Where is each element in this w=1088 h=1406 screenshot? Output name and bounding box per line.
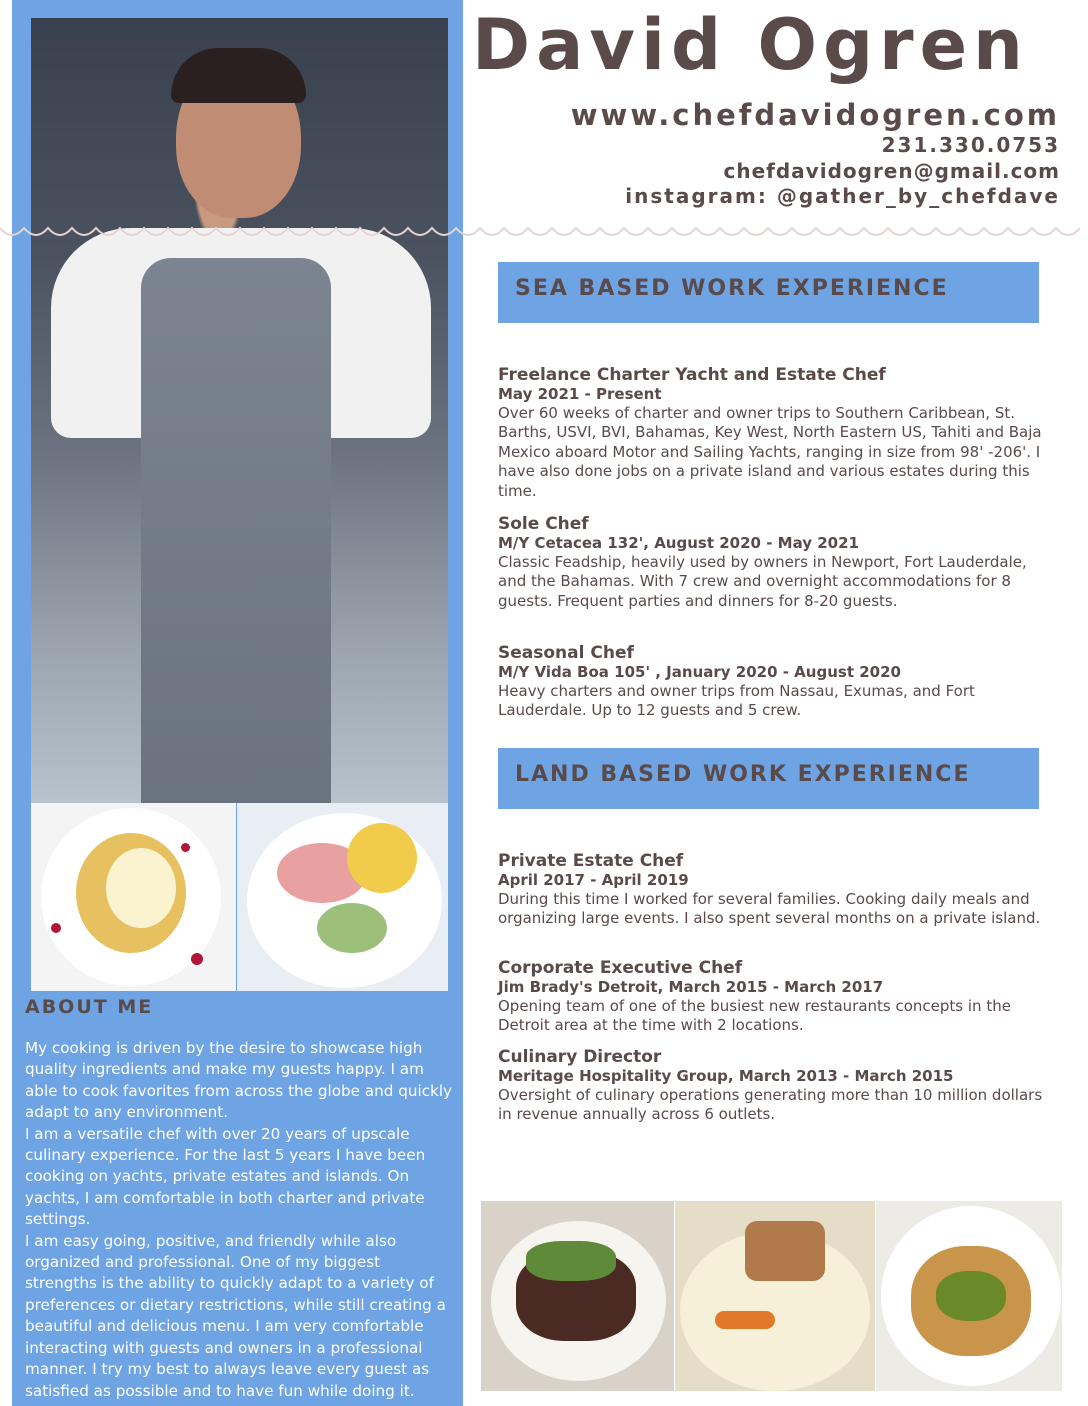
- job-title: Private Estate Chef: [498, 851, 684, 871]
- job-title: Sole Chef: [498, 514, 589, 534]
- job-meta: May 2021 - Present: [498, 385, 662, 403]
- fish-dish-photo: [675, 1201, 875, 1391]
- job-description: During this time I worked for several families. Cooking daily meals and organizing large events. I also spent several months on a private island.: [498, 890, 1041, 928]
- job-description: Heavy charters and owner trips from Nassau, Exumas, and Fort Lauderdale. Up to 12 guests and 5 crew.: [498, 682, 975, 720]
- job-entry: [498, 958, 1046, 1036]
- short-rib-dish-photo: [481, 1201, 674, 1391]
- job-title: Freelance Charter Yacht and Estate Chef: [498, 365, 886, 385]
- job-description: Oversight of culinary operations generating more than 10 million dollars in revenue annually across 6 outlets.: [498, 1086, 1043, 1124]
- job-title: Corporate Executive Chef: [498, 958, 743, 978]
- website-link[interactable]: www.chefdavidogren.com: [570, 98, 1060, 132]
- job-meta: M/Y Cetacea 132', August 2020 - May 2021: [498, 534, 859, 552]
- job-meta: April 2017 - April 2019: [498, 871, 689, 889]
- job-title: Seasonal Chef: [498, 643, 634, 663]
- job-meta: Jim Brady's Detroit, March 2015 - March 2017: [498, 978, 884, 996]
- sea-experience-title: SEA BASED WORK EXPERIENCE: [515, 276, 949, 301]
- land-experience-header: [498, 748, 1039, 809]
- job-description: Over 60 weeks of charter and owner trips to Southern Caribbean, St. Barths, USVI, BVI, Bahamas, Key West, North Eastern US, Tahiti and Baja Mexico aboard Motor and Sailing Yachts, ranging in size from 98' -206'. I have also done jobs on a private island and various estates during this time.: [498, 404, 1042, 500]
- instagram-handle[interactable]: instagram: @gather_by_chefdave: [625, 184, 1060, 208]
- about-me-heading: ABOUT ME: [25, 996, 154, 1018]
- chef-apron: [141, 258, 331, 803]
- job-description: Opening team of one of the busiest new restaurants concepts in the Detroit area at the time with 2 locations.: [498, 997, 1011, 1035]
- pork-chop-dish-photo: [876, 1201, 1062, 1391]
- job-meta: Meritage Hospitality Group, March 2013 - March 2015: [498, 1067, 954, 1085]
- chef-portrait-photo: [31, 18, 448, 803]
- sea-experience-header: [498, 262, 1039, 323]
- job-entry: [498, 365, 1046, 501]
- job-entry: [498, 514, 1046, 611]
- job-meta: M/Y Vida Boa 105' , January 2020 - August 2020: [498, 663, 901, 681]
- job-entry: [498, 851, 1046, 929]
- salad-photo: [237, 803, 448, 991]
- land-experience-title: LAND BASED WORK EXPERIENCE: [515, 762, 971, 787]
- job-title: Culinary Director: [498, 1047, 662, 1067]
- about-me-text: My cooking is driven by the desire to showcase high quality ingredients and make my guests happy. I am able to cook favorites from across the globe and quickly adapt to any environment. I am a versatile chef with over 20 years of upscale culinary experience. For the last 5 years I have been cooking on yachts, private estates and islands. On yachts, I am comfortable in both charter and private settings. I am easy going, positive, and friendly while also organized and professional. One of my biggest strengths is the ability to quickly adapt to a variety of preferences or dietary restrictions, while still creating a beautiful and delicious menu. I am very comfortable interacting with guests and owners in a professional manner. I try my best to always leave every guest as satisfied as possible and to have fun while doing it.: [25, 1039, 453, 1400]
- dessert-photo: [31, 803, 236, 991]
- job-description: Classic Feadship, heavily used by owners in Newport, Fort Lauderdale, and the Bahamas. With 7 crew and overnight accommodations for 8 guests. Frequent parties and dinners for 8-20 guests.: [498, 553, 1027, 610]
- page-title: David Ogren: [472, 4, 1029, 86]
- job-entry: [498, 1047, 1046, 1125]
- email-link[interactable]: chefdavidogren@gmail.com: [723, 159, 1060, 183]
- scallop-divider: [0, 222, 1088, 246]
- job-entry: [498, 643, 1046, 721]
- phone-number: 231.330.0753: [881, 133, 1060, 157]
- chef-hair: [171, 48, 306, 103]
